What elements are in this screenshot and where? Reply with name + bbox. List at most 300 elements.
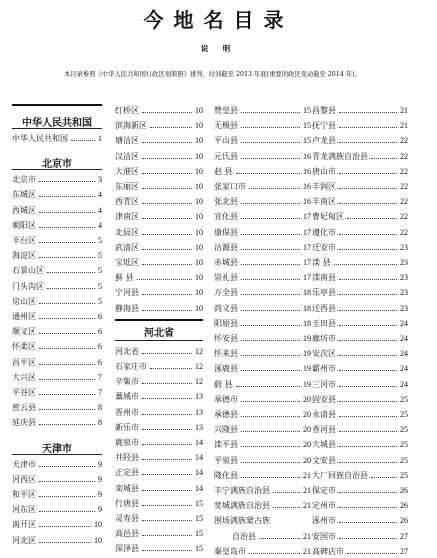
dot-leader <box>236 173 300 174</box>
entry-page: 14 <box>195 438 203 447</box>
toc-entry[interactable] <box>115 466 203 479</box>
toc-entry[interactable] <box>115 482 203 495</box>
entry-name: 静海县 <box>115 303 139 313</box>
entry-name: 深泽县 <box>115 544 139 554</box>
toc-entry[interactable] <box>312 165 408 178</box>
toc-entry[interactable] <box>312 241 408 254</box>
entry-name: 河北区 <box>12 535 36 545</box>
entry-name: 武清区 <box>115 242 139 252</box>
toc-entry[interactable] <box>214 545 311 558</box>
entry-page: 20 <box>303 440 311 450</box>
toc-entry[interactable] <box>12 173 102 186</box>
toc-entry[interactable] <box>312 226 408 239</box>
entry-page: 9 <box>98 474 102 484</box>
dot-leader <box>339 401 397 402</box>
toc-entry[interactable] <box>12 132 102 145</box>
entry-name: 西青区 <box>115 197 139 207</box>
toc-entry[interactable] <box>312 347 408 360</box>
dot-leader <box>39 242 95 243</box>
toc-entry[interactable] <box>312 362 408 375</box>
toc-entry[interactable] <box>115 165 203 178</box>
toc-entry[interactable] <box>214 150 311 163</box>
divider-rule <box>115 319 203 321</box>
entry-name: 滦 县 <box>312 258 331 267</box>
toc-entry[interactable] <box>214 165 311 178</box>
entry-page: 19 <box>303 349 311 359</box>
entry-name: 鹿泉市 <box>115 438 139 447</box>
dot-leader <box>142 294 192 295</box>
toc-entry[interactable] <box>214 226 311 239</box>
dot-leader <box>137 279 192 280</box>
divider-rule <box>12 454 102 455</box>
note-heading: 说 明 <box>200 44 237 53</box>
entry-page: 23 <box>400 273 408 283</box>
toc-entry[interactable] <box>312 454 408 467</box>
toc-entry[interactable] <box>12 249 102 262</box>
entry-name: 涿鹿县 <box>214 364 238 374</box>
dot-leader <box>347 218 397 219</box>
entry-page: 26 <box>400 516 408 526</box>
dot-leader <box>249 188 300 189</box>
toc-entry[interactable] <box>12 204 102 217</box>
toc-entry[interactable] <box>12 219 102 232</box>
toc-entry[interactable] <box>214 469 311 482</box>
dot-leader <box>241 264 300 265</box>
dot-leader <box>339 446 397 447</box>
entry-page: 4 <box>98 190 102 200</box>
entry-page: 20 <box>303 394 311 404</box>
toc-entry[interactable] <box>115 451 203 464</box>
toc-entry[interactable] <box>12 371 102 384</box>
entry-name: 隆化县 <box>214 470 238 480</box>
toc-entry[interactable] <box>312 271 408 284</box>
entry-name: 海淀区 <box>12 251 36 261</box>
entry-name: 塘沽区 <box>115 136 139 146</box>
dot-leader <box>241 294 300 295</box>
toc-entry[interactable] <box>12 264 102 277</box>
dot-leader <box>339 294 397 295</box>
entry-page: 9 <box>98 505 102 515</box>
dot-leader <box>241 310 300 311</box>
entry-name: 兴隆县 <box>214 425 238 435</box>
dot-leader <box>39 394 95 395</box>
dot-leader <box>39 511 95 512</box>
toc-entry[interactable] <box>12 325 102 338</box>
toc-entry[interactable] <box>115 134 203 147</box>
entry-page: 24 <box>400 364 408 374</box>
toc-entry[interactable] <box>115 150 203 163</box>
toc-entry[interactable] <box>115 286 203 299</box>
toc-entry[interactable] <box>115 512 203 525</box>
entry-name: 平谷区 <box>12 388 36 397</box>
toc-entry[interactable] <box>214 271 311 284</box>
toc-entry[interactable] <box>115 241 203 254</box>
entry-name: 无极县 <box>214 121 238 131</box>
entry-page: 5 <box>98 236 102 245</box>
dot-leader <box>142 218 192 219</box>
toc-entry[interactable] <box>232 530 311 543</box>
entry-name: 行唐县 <box>115 498 139 508</box>
entry-name: 围场满族蒙古族 <box>214 516 270 526</box>
entry-name: 承德市 <box>214 394 238 404</box>
entry-page: 10 <box>195 106 203 115</box>
entry-name: 河东区 <box>12 505 36 515</box>
entry-page: 18 <box>303 288 311 298</box>
dot-leader <box>339 340 397 341</box>
entry-name: 延庆县 <box>12 418 36 428</box>
dot-leader <box>339 310 397 311</box>
dot-leader <box>142 353 192 354</box>
toc-entry[interactable] <box>115 226 203 239</box>
toc-entry[interactable] <box>214 362 311 375</box>
toc-entry[interactable] <box>115 375 203 388</box>
entry-page: 4 <box>98 205 102 215</box>
toc-entry[interactable] <box>214 210 311 223</box>
toc-entry[interactable] <box>12 401 102 414</box>
entry-page: 10 <box>94 520 102 530</box>
dot-leader <box>241 218 300 219</box>
toc-entry[interactable] <box>214 180 311 193</box>
entry-name: 涿州市 <box>312 516 336 526</box>
dot-leader <box>241 401 300 402</box>
dot-leader <box>39 348 95 349</box>
entry-name: 丰宁满族自治县 <box>214 486 270 495</box>
entry-name: 怀安县 <box>214 334 238 343</box>
toc-entry[interactable] <box>115 210 203 223</box>
entry-page: 16 <box>303 197 311 207</box>
toc-entry[interactable] <box>312 317 408 330</box>
entry-page: 21 <box>400 106 408 115</box>
toc-entry[interactable] <box>312 180 408 193</box>
dot-leader <box>142 535 192 536</box>
entry-name: 张北县 <box>214 197 238 207</box>
entry-name: 阳原县 <box>214 318 238 328</box>
toc-entry[interactable] <box>214 195 311 208</box>
dot-leader <box>142 310 192 311</box>
entry-name: 大厂回族自治县 <box>312 470 368 480</box>
entry-page: 24 <box>400 349 408 359</box>
entry-page: 22 <box>400 166 408 176</box>
toc-entry[interactable] <box>214 378 311 391</box>
entry-page: 10 <box>195 242 203 252</box>
toc-entry[interactable] <box>214 484 311 497</box>
toc-entry[interactable] <box>115 406 203 419</box>
dot-leader <box>241 234 300 235</box>
entry-page: 20 <box>303 425 311 435</box>
entry-page: 26 <box>400 501 408 511</box>
toc-entry[interactable] <box>312 134 408 147</box>
entry-page: 10 <box>195 166 203 176</box>
entry-name: 滦平县 <box>214 440 238 450</box>
entry-name: 石家庄市 <box>115 362 147 371</box>
toc-entry[interactable] <box>214 393 311 406</box>
entry-name: 红桥区 <box>115 106 139 115</box>
toc-entry[interactable] <box>115 390 203 403</box>
entry-name: 张家口市 <box>214 182 246 191</box>
toc-entry[interactable] <box>312 499 408 512</box>
entry-name: 昌平区 <box>12 357 36 367</box>
entry-name: 密云县 <box>12 403 36 413</box>
toc-entry[interactable] <box>214 104 311 117</box>
toc-entry[interactable] <box>12 473 102 486</box>
toc-entry[interactable] <box>115 195 203 208</box>
toc-entry[interactable] <box>214 514 311 527</box>
entry-name: 承德县 <box>214 410 238 419</box>
dot-leader <box>339 507 397 508</box>
entry-page: 24 <box>400 318 408 328</box>
entry-page: 13 <box>195 392 203 402</box>
toc-entry[interactable] <box>312 104 408 117</box>
dot-leader <box>39 466 95 467</box>
entry-page: 22 <box>400 212 408 222</box>
toc-entry[interactable] <box>214 454 311 467</box>
toc-entry[interactable] <box>312 530 408 543</box>
entry-name: 遵化市 <box>312 227 336 237</box>
dot-leader <box>371 477 397 478</box>
dot-leader <box>142 234 192 235</box>
toc-entry[interactable] <box>312 119 408 132</box>
entry-name: 丰南区 <box>312 197 336 207</box>
dot-leader <box>142 429 192 430</box>
entry-page: 1 <box>98 134 102 143</box>
entry-page: 25 <box>400 410 408 419</box>
dot-leader <box>39 481 95 482</box>
toc-entry[interactable] <box>12 518 102 531</box>
dot-leader <box>241 112 300 113</box>
toc-entry[interactable] <box>312 286 408 299</box>
toc-entry[interactable] <box>312 150 408 163</box>
toc-entry[interactable] <box>12 188 102 201</box>
section-heading: 河北省 <box>144 327 174 339</box>
toc-entry[interactable] <box>214 408 311 421</box>
entry-name: 赵 县 <box>214 166 233 176</box>
entry-name: 中华人民共和国 <box>12 134 68 143</box>
toc-entry[interactable] <box>12 356 102 369</box>
entry-name: 卢龙县 <box>312 136 336 146</box>
dot-leader <box>39 542 91 543</box>
entry-name: 井陉县 <box>115 453 139 463</box>
toc-entry[interactable] <box>12 340 102 353</box>
toc-entry[interactable] <box>115 542 203 555</box>
entry-name: 北辰区 <box>115 227 139 237</box>
dot-leader <box>142 158 192 159</box>
toc-entry[interactable] <box>312 393 408 406</box>
toc-entry[interactable] <box>12 534 102 547</box>
entry-page: 26 <box>400 486 408 495</box>
dot-leader <box>339 325 397 326</box>
entry-name: 房山区 <box>12 296 36 306</box>
toc-entry[interactable] <box>312 332 408 345</box>
toc-entry[interactable] <box>214 286 311 299</box>
divider-rule <box>12 169 102 170</box>
toc-entry[interactable] <box>12 280 102 293</box>
toc-entry[interactable] <box>312 423 408 436</box>
toc-entry[interactable] <box>115 527 203 540</box>
entry-page: 6 <box>98 312 102 321</box>
entry-name: 沽源县 <box>214 242 238 252</box>
toc-entry[interactable] <box>312 469 408 482</box>
toc-entry[interactable] <box>214 241 311 254</box>
dot-leader <box>273 507 300 508</box>
toc-entry[interactable] <box>115 180 203 193</box>
entry-name: 朝阳区 <box>12 220 36 230</box>
toc-entry[interactable] <box>312 438 408 451</box>
toc-entry[interactable] <box>312 545 408 558</box>
toc-entry[interactable] <box>214 499 311 512</box>
entry-name: 滨海新区 <box>115 121 147 131</box>
dot-leader <box>334 264 397 265</box>
toc-entry[interactable] <box>12 503 102 516</box>
entry-page: 6 <box>98 327 102 337</box>
dot-leader <box>47 272 95 273</box>
entry-name: 玉田县 <box>312 318 336 328</box>
entry-page: 15 <box>195 498 203 508</box>
dot-leader <box>241 416 300 417</box>
entry-page: 21 <box>303 501 311 511</box>
toc-entry[interactable] <box>214 134 311 147</box>
dot-leader <box>142 398 192 399</box>
entry-name: 灵寿县 <box>115 514 139 523</box>
entry-page: 21 <box>303 546 311 556</box>
toc-entry[interactable] <box>12 416 102 429</box>
entry-name: 赤城县 <box>214 258 238 267</box>
entry-page: 15 <box>195 529 203 539</box>
entry-name: 宝坻区 <box>115 258 139 267</box>
toc-entry[interactable] <box>12 234 102 247</box>
entry-page: 10 <box>195 303 203 313</box>
dot-leader <box>347 553 397 554</box>
toc-entry[interactable] <box>214 317 311 330</box>
note-body: 本目录参照《中华人民共和国行政区划简册》排列，时间截至 2013 年底(重要的政区变动截至 2014 年)。 <box>64 71 361 78</box>
entry-page: 5 <box>98 251 102 261</box>
dot-leader <box>273 492 300 493</box>
entry-page: 16 <box>303 166 311 176</box>
toc-entry[interactable] <box>115 271 203 284</box>
entry-name: 宁河县 <box>115 288 139 298</box>
entry-page: 13 <box>195 422 203 432</box>
dot-leader <box>241 158 300 159</box>
entry-page: 18 <box>303 318 311 328</box>
toc-entry[interactable] <box>214 256 311 269</box>
entry-page: 17 <box>303 273 311 283</box>
dot-leader <box>142 173 192 174</box>
entry-page: 6 <box>98 357 102 367</box>
toc-entry[interactable] <box>12 295 102 308</box>
entry-name: 永清县 <box>312 410 336 419</box>
entry-page: 19 <box>303 334 311 343</box>
toc-entry[interactable] <box>214 438 311 451</box>
entry-name: 曹妃甸区 <box>312 212 344 222</box>
entry-name: 辛集市 <box>115 377 139 387</box>
entry-page: 5 <box>98 296 102 306</box>
dot-leader <box>339 538 397 539</box>
entry-name: 门头沟区 <box>12 281 44 291</box>
toc-entry[interactable] <box>312 302 408 315</box>
toc-entry[interactable] <box>115 119 203 132</box>
section-heading: 天津市 <box>42 443 72 455</box>
toc-entry[interactable] <box>115 345 203 358</box>
toc-entry[interactable] <box>115 497 203 510</box>
dot-leader <box>39 303 95 304</box>
entry-page: 21 <box>400 121 408 131</box>
dot-leader <box>339 127 397 128</box>
dot-leader <box>142 112 192 113</box>
toc-entry[interactable] <box>115 360 203 373</box>
toc-entry[interactable] <box>12 310 102 323</box>
dot-leader <box>142 249 192 250</box>
entry-name: 东丽区 <box>115 182 139 191</box>
toc-entry[interactable] <box>312 514 408 527</box>
toc-entry[interactable] <box>312 378 408 391</box>
toc-entry[interactable] <box>214 347 311 360</box>
toc-entry[interactable] <box>214 423 311 436</box>
dot-leader <box>150 127 192 128</box>
toc-entry[interactable] <box>12 488 102 501</box>
toc-entry[interactable] <box>214 302 311 315</box>
entry-name: 河西区 <box>12 474 36 484</box>
dot-leader <box>142 203 192 204</box>
entry-page: 27 <box>400 546 408 556</box>
dot-leader <box>339 355 397 356</box>
dot-leader <box>241 127 300 128</box>
section-heading: 北京市 <box>42 159 72 171</box>
dot-leader <box>339 249 397 250</box>
dot-leader <box>339 142 397 143</box>
entry-name: 元氏县 <box>214 151 238 161</box>
toc-entry[interactable] <box>115 256 203 269</box>
entry-name: 丰台区 <box>12 236 36 245</box>
entry-name: 栾城县 <box>115 483 139 493</box>
dot-leader <box>371 158 397 159</box>
entry-page: 14 <box>195 483 203 493</box>
toc-entry[interactable] <box>312 256 408 269</box>
dot-leader <box>39 257 95 258</box>
entry-page: 24 <box>400 379 408 389</box>
entry-name: 赞皇县 <box>214 106 238 115</box>
entry-page: 20 <box>303 455 311 465</box>
entry-name: 正定县 <box>115 468 139 478</box>
dot-leader <box>47 288 95 289</box>
dot-leader <box>249 553 300 554</box>
section-heading: 中华人民共和国 <box>22 118 92 129</box>
dot-leader <box>339 370 397 371</box>
dot-leader <box>142 142 192 143</box>
toc-entry[interactable] <box>312 408 408 421</box>
entry-page: 18 <box>303 303 311 313</box>
toc-entry[interactable] <box>312 195 408 208</box>
toc-entry[interactable] <box>214 332 311 345</box>
toc-entry[interactable] <box>312 210 408 223</box>
toc-entry[interactable] <box>214 119 311 132</box>
toc-entry[interactable] <box>115 436 203 449</box>
toc-entry[interactable] <box>312 484 408 497</box>
dot-leader <box>339 203 397 204</box>
toc-entry[interactable] <box>12 386 102 399</box>
toc-entry[interactable] <box>12 458 102 471</box>
entry-name: 抚宁县 <box>312 121 336 131</box>
entry-page: 10 <box>195 273 203 283</box>
entry-page: 23 <box>400 242 408 252</box>
toc-entry[interactable] <box>115 104 203 117</box>
toc-entry[interactable] <box>115 421 203 434</box>
entry-page: 8 <box>98 403 102 413</box>
entry-name: 固安县 <box>312 394 336 404</box>
toc-entry[interactable] <box>115 302 203 315</box>
entry-page: 21 <box>303 531 311 541</box>
divider-rule <box>12 104 102 106</box>
entry-page: 15 <box>195 544 203 554</box>
dot-leader <box>241 370 300 371</box>
